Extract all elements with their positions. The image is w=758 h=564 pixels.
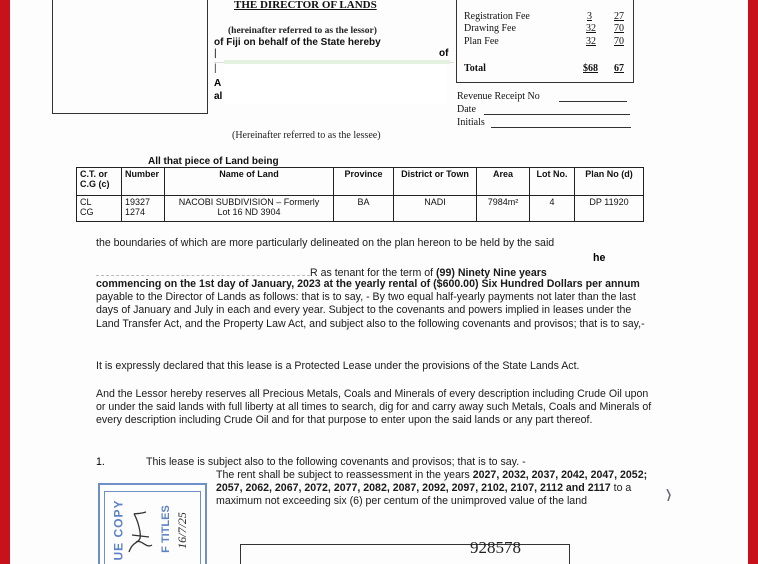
col-lot: Lot No. [530, 168, 575, 196]
clause-number: 1. [96, 456, 105, 468]
table-row: CL CG 19327 1274 NACOBI SUBDIVISION – Formerly Lot 16 ND 3904 BA NADI 7984m² 4 DP 11920 [77, 196, 644, 222]
col-district: District or Town [394, 168, 477, 196]
fee-drawing-label: Drawing Fee [464, 23, 516, 34]
fee-plan-label: Plan Fee [464, 36, 499, 47]
clause-text: The rent shall be subject to reassessment in the years 2027, 2032, 2037, 2042, 2047, 2052; 2057, 2062, 2067, 2072, 2077, 2082, 2087, 2092, 2097, 2102, 2107, 2112 and 2117 to a maximum not exceeding six (6) per centum of the unimproved value of the land [216, 469, 648, 508]
col-province: Province [334, 168, 394, 196]
fee-plan-cents: 70 [614, 36, 624, 47]
redacted-lessee [224, 62, 446, 104]
receipt-initials-label: Initials [457, 117, 485, 128]
top-left-box [52, 0, 208, 114]
col-plan: Plan No (d) [575, 168, 644, 196]
receipt-label: Revenue Receipt No [457, 91, 540, 102]
fee-total-label: Total [464, 63, 486, 74]
col-number: Number [122, 168, 165, 196]
stamp-copy-text: UE COPY [111, 499, 126, 561]
document-page [10, 0, 748, 564]
fee-registration-cents: 27 [614, 11, 624, 22]
fee-plan-dollars: 32 [586, 36, 596, 47]
clause-intro: This lease is subject also to the following covenants and provisos; that is to say. - [146, 456, 526, 468]
lessee-note: (Hereinafter referred to as the lessee) [232, 130, 381, 141]
fee-drawing-cents: 70 [614, 23, 624, 34]
redaction-highlight [224, 60, 450, 64]
receipt-date-line [484, 114, 630, 115]
stamp-date: 16/7/25 [174, 512, 189, 549]
receipt-date-label: Date [457, 104, 476, 115]
stamp-signature [124, 507, 154, 557]
lessor-line: of Fiji on behalf of the State hereby [214, 37, 381, 48]
boundaries-he: he [593, 252, 606, 264]
receipt-initials-line [491, 127, 631, 128]
fee-registration-dollars: 3 [587, 11, 592, 22]
lessee-of: of [439, 48, 449, 59]
commencing-paragraph: commencing on the 1st day of January, 2023 at the yearly rental of ($600.00) Six Hundred Dollars per annum payable to the Director of Lands as follows: that is to say, - By two equal half-yearly payments not later than the last days of January and July in each and every year. Subject to the covenants and powers implied in leases under the Land Transfer Act, and the Property Law Act, and subject also to the following covenants and provisos; that is to say,- [96, 278, 645, 330]
land-table [76, 167, 644, 222]
fee-registration-label: Registration Fee [464, 11, 530, 22]
col-name: Name of Land [165, 168, 334, 196]
protected-lease-paragraph: It is expressly declared that this lease is a Protected Lease under the provisions of the State Lands Act. [96, 360, 580, 372]
cursor-mark [665, 488, 673, 500]
lessee-line-1: | of [214, 48, 454, 63]
copy-stamp [98, 483, 207, 564]
document-number: 928578 [470, 538, 521, 557]
lessee-line-2: | [214, 63, 217, 74]
land-heading: All that piece of Land being [148, 156, 279, 167]
boundaries-line: the boundaries of which are more particularly delineated on the plan hereon to be held by the said [96, 237, 555, 249]
fee-drawing-dollars: 32 [586, 23, 596, 34]
lessee-line-3: A [214, 78, 222, 89]
fee-total-cents: 67 [614, 63, 624, 74]
stamp-titles-text: F TITLES [159, 505, 172, 553]
lessor-note: (hereinafter referred to as the lessor) [228, 26, 377, 36]
lessee-line-4: al [214, 91, 223, 102]
col-ct: C.T. or C.G (c) [77, 168, 122, 196]
tenant-line: R as tenant for the term of (99) Ninety Nine years [96, 265, 656, 279]
col-area: Area [477, 168, 530, 196]
minerals-paragraph: And the Lessor hereby reserves all Precious Metals, Coals and Minerals of every description including Crude Oil upon or under the said lands with full liberty at all times to search, dig for and carry away such Metals, Coals and Minerals of every description including Crude Oil and for that purpose to enter upon the said lands or any part thereof. [96, 388, 652, 427]
lessor-heading: THE DIRECTOR OF LANDS [234, 0, 377, 11]
fee-total-dollars: $68 [583, 63, 598, 74]
receipt-line [559, 101, 627, 102]
